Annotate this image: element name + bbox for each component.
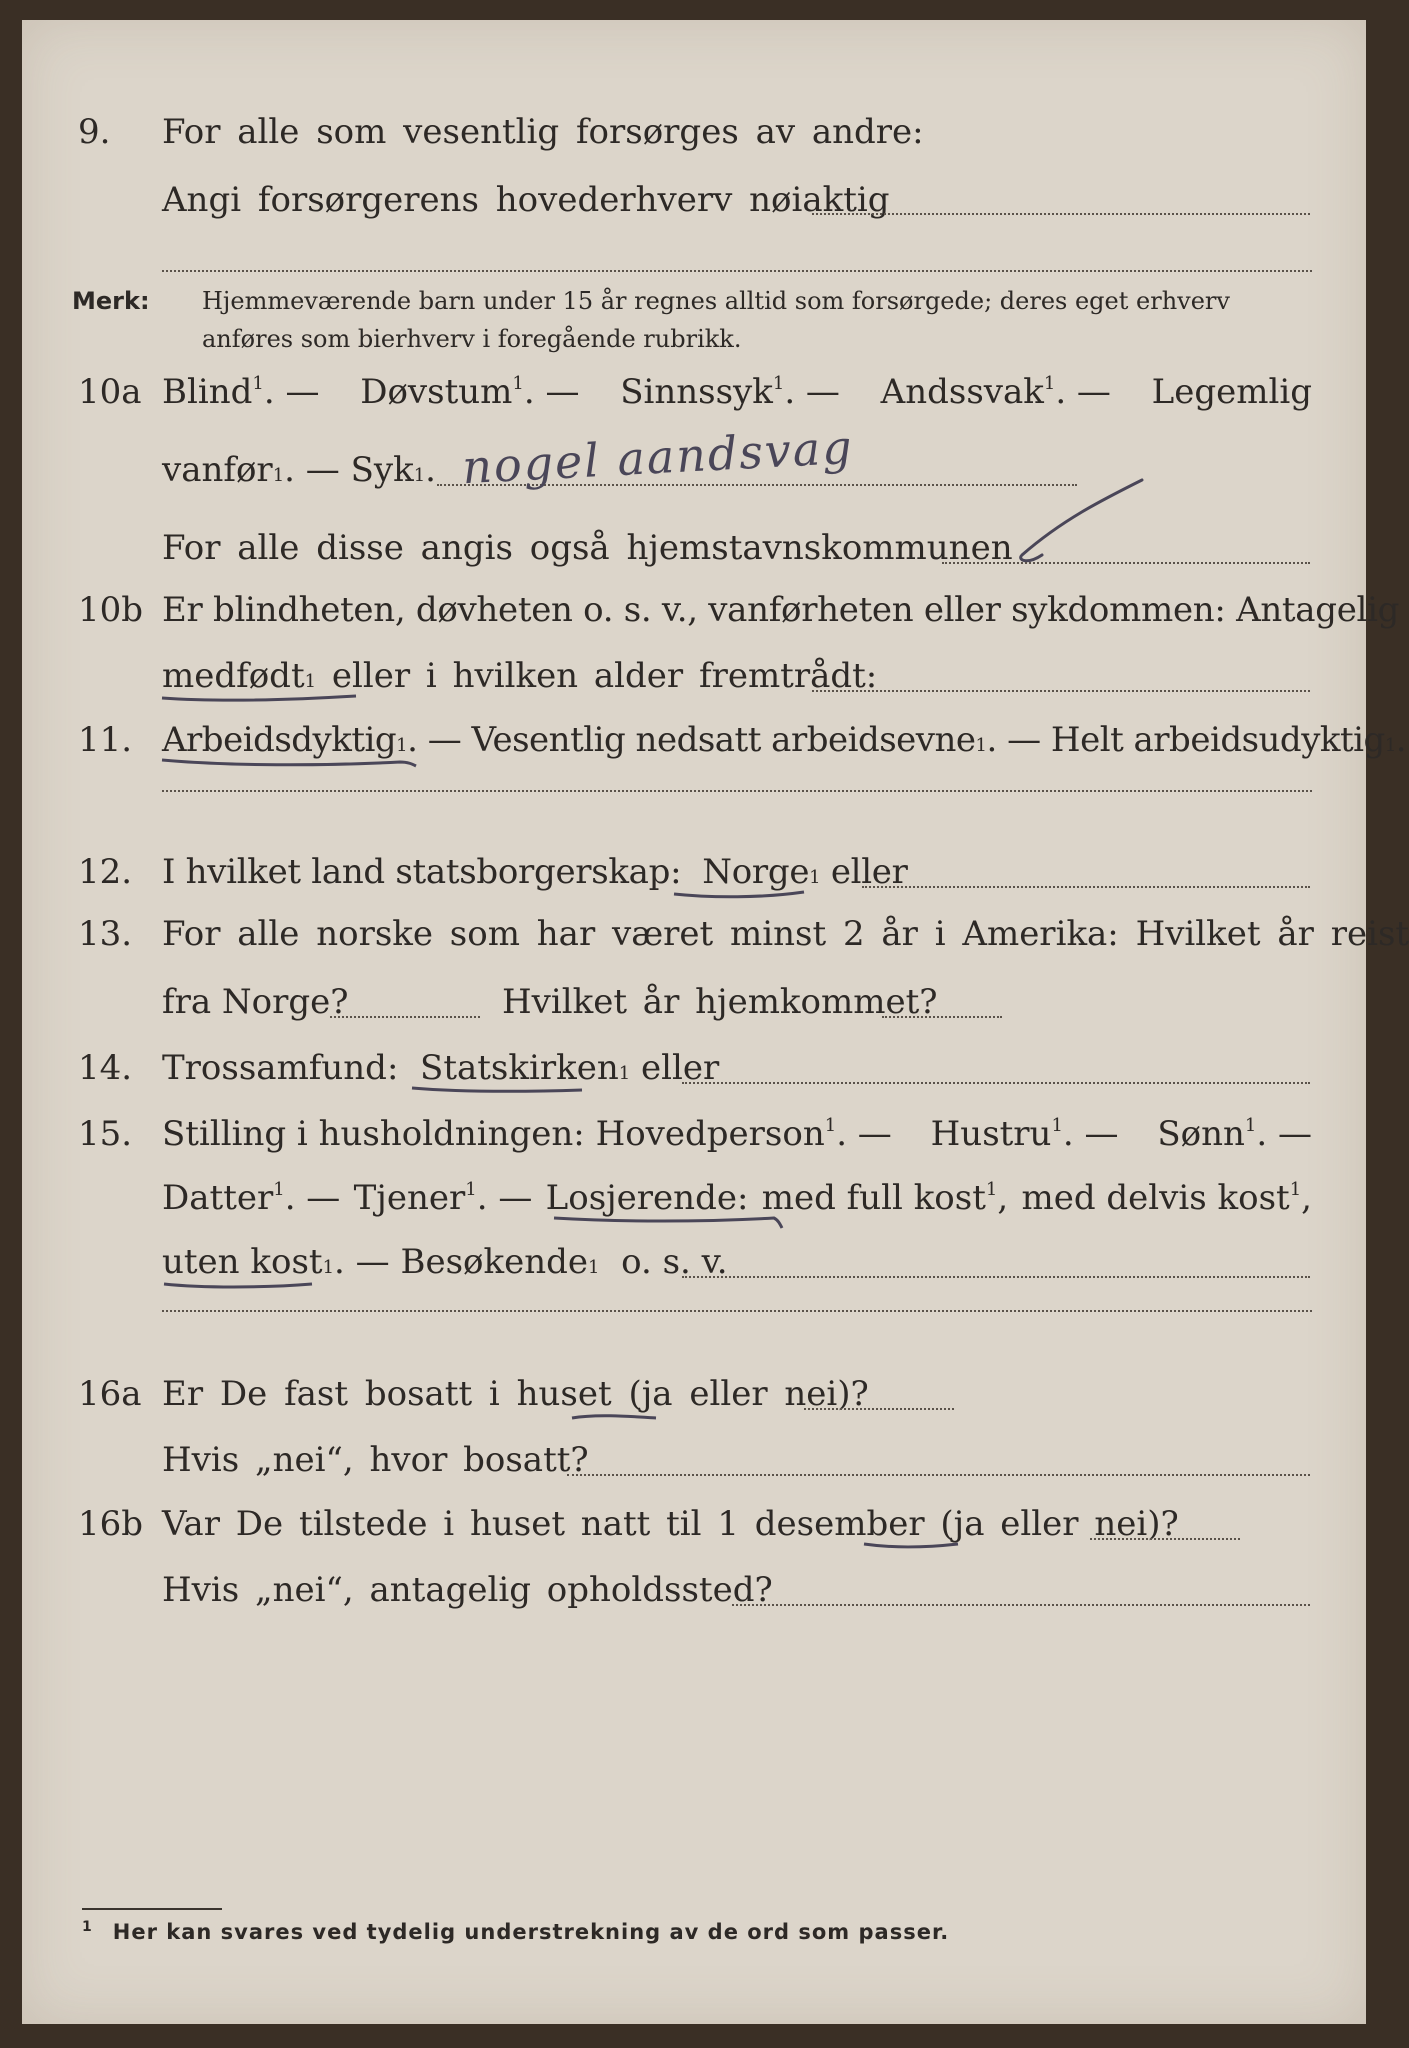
question-text: Trossamfund: Statskirken 1 eller (162, 1048, 720, 1088)
pencil-underline (160, 688, 360, 708)
option-statskirken[interactable]: Statskirken (420, 1048, 619, 1088)
question-text: For alle disse angis også hjemstavnskommunen (162, 528, 1013, 568)
census-form-page (22, 20, 1409, 2024)
answer-field[interactable] (732, 1604, 1310, 1606)
question-text: eller (640, 1048, 720, 1088)
answer-field[interactable] (682, 1276, 1310, 1278)
question-number: 13. (78, 914, 133, 954)
question-text: I hvilket land statsborgerskap: (162, 852, 682, 892)
option-medfodt[interactable]: medfødt (162, 656, 305, 696)
answer-field[interactable] (162, 270, 1312, 272)
question-number: 9. (78, 112, 111, 152)
answer-field[interactable] (804, 1408, 954, 1410)
question-number: 12. (78, 852, 133, 892)
option-norge[interactable]: Norge (702, 852, 810, 892)
answer-field[interactable] (162, 790, 1312, 792)
option-datter[interactable]: Datter (162, 1178, 274, 1218)
option-tjener[interactable]: Tjener (353, 1178, 466, 1218)
question-text: medfødt 1 eller i hvilken alder fremtrådt: (162, 656, 878, 696)
question-text: Hvis „nei“, hvor bosatt? (162, 1440, 589, 1480)
option-syk[interactable]: Syk (350, 450, 414, 490)
option-nedsatt[interactable]: — Vesentlig nedsatt arbeidsevne (427, 720, 976, 760)
option-dovstum[interactable]: Døvstum (360, 372, 513, 412)
question-text: Var De tilstede i huset natt til 1 desember (ja eller nei)? (162, 1504, 1179, 1544)
answer-field[interactable] (812, 690, 1310, 692)
question-number: 16a (78, 1374, 142, 1414)
handwritten-answer: nogel aandsvag (460, 419, 855, 495)
question-text: Datter$^1$. — Tjener$^1$. — Losjerende: med full kost$^1$, med delvis kost$^1$, (162, 1178, 1312, 1218)
answer-field[interactable] (1090, 1538, 1240, 1540)
option-legemlig[interactable]: Legemlig (1151, 372, 1312, 412)
pencil-underline (570, 1408, 660, 1428)
answer-field[interactable] (330, 1016, 480, 1018)
question-text: Er De fast bosatt i huset (ja eller nei)? (162, 1374, 869, 1414)
question-number: 11. (78, 720, 133, 760)
option-arbeidsdyktig[interactable]: Arbeidsdyktig (162, 720, 397, 760)
option-blind[interactable]: Blind (162, 372, 253, 412)
question-text: eller i hvilken alder fremtrådt: (331, 656, 878, 696)
question-text: For alle som vesentlig forsørges av andre: (162, 112, 924, 152)
question-text: uten kost 1 . — Besøkende 1 o. s. v. (162, 1242, 728, 1282)
question-text: For alle norske som har været minst 2 år i Amerika: Hvilket år reist (162, 914, 1409, 954)
pencil-underline (160, 752, 420, 772)
question-number: 10a (78, 372, 142, 412)
answer-field[interactable] (942, 562, 1310, 564)
question-text: vanfør 1 . — Syk 1 . (162, 450, 436, 490)
option-sonn[interactable]: Sønn (1157, 1114, 1245, 1154)
question-text: o. s. v. (621, 1242, 728, 1282)
question-number: 14. (78, 1048, 133, 1088)
option-besokende[interactable]: Besøkende (400, 1242, 588, 1282)
question-number: 16b (78, 1504, 144, 1544)
question-text: Er blindheten, døvheten o. s. v., vanførheten eller sykdommen: Antagelig (162, 590, 1400, 630)
pencil-underline (672, 884, 812, 904)
question-text: Arbeidsdyktig 1 . — Vesentlig nedsatt arbeidsevne 1 . — Helt arbeidsudyktig 1 . (162, 720, 1407, 760)
option-delvis-kost[interactable]: med delvis kost (1021, 1178, 1290, 1218)
option-uten-kost[interactable]: uten kost (162, 1242, 323, 1282)
question-text: Angi forsørgerens hovederhverv nøiaktig (162, 180, 890, 220)
option-vanfor[interactable]: vanfør (162, 450, 273, 490)
pencil-underline (162, 1276, 322, 1296)
footnote (82, 1920, 949, 1944)
question-text: Trossamfund: (162, 1048, 399, 1088)
question-number: 10b (78, 590, 144, 630)
question-text: Hvis „nei“, antagelig opholdssted? (162, 1570, 773, 1610)
note-label: Merk: (72, 287, 150, 315)
pencil-underline (410, 1080, 590, 1100)
option-hovedperson[interactable]: Stilling i husholdningen: Hovedperson (162, 1114, 825, 1154)
footnote-mark: 1 (82, 1919, 93, 1935)
answer-field[interactable] (162, 1310, 1312, 1312)
footnote-text: Her kan svares ved tydelig understrekning av de ord som passer. (112, 1920, 950, 1944)
answer-field[interactable] (882, 1016, 1002, 1018)
question-text: Hvilket år hjemkommet? (502, 982, 938, 1022)
question-text: eller (830, 852, 908, 892)
question-text: Blind$^1$. — Døvstum$^1$. — Sinnssyk$^1$. — Andssvak$^1$. — Legemlig (162, 372, 1312, 412)
note-text: anføres som bierhverv i foregående rubrikk. (202, 325, 742, 353)
answer-field[interactable] (682, 1082, 1310, 1084)
option-sinnssyk[interactable]: Sinnssyk (620, 372, 773, 412)
question-text: I hvilket land statsborgerskap: Norge 1 eller (162, 852, 908, 892)
pencil-underline (862, 1536, 962, 1556)
note-text: Hjemmeværende barn under 15 år regnes alltid som forsørgede; deres eget erhverv (202, 287, 1230, 315)
answer-field[interactable] (567, 1474, 1310, 1476)
pencil-underline (552, 1208, 792, 1234)
question-text: fra Norge? (162, 982, 349, 1022)
question-text: Stilling i husholdningen: Hovedperson$^1$. — Hustru$^1$. — Sønn$^1$. — (162, 1114, 1312, 1154)
option-losjerende[interactable]: Losjerende: (545, 1178, 749, 1218)
footnote-rule (82, 1908, 222, 1910)
question-number: 15. (78, 1114, 133, 1154)
option-hustru[interactable]: Hustru (930, 1114, 1052, 1154)
answer-field[interactable] (812, 213, 1310, 215)
option-udyktig[interactable]: — Helt arbeidsudyktig (1007, 720, 1385, 760)
answer-field[interactable] (862, 886, 1310, 888)
option-full-kost[interactable]: med full kost (761, 1178, 986, 1218)
option-andssvak[interactable]: Andssvak (880, 372, 1044, 412)
